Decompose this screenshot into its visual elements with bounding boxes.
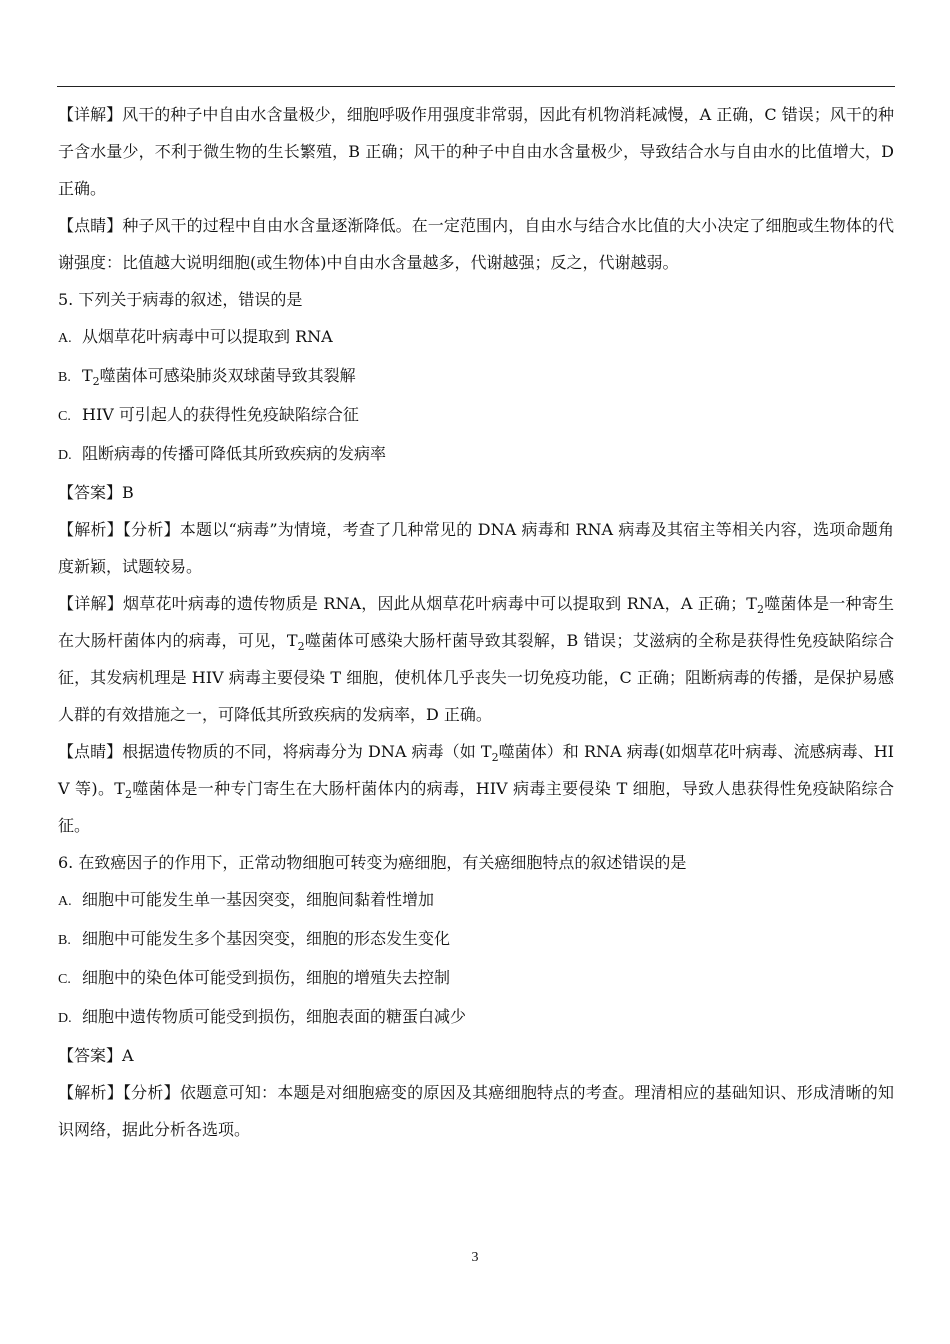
subscript: 2 bbox=[124, 788, 132, 801]
option-text: HIV 可引起人的获得性免疫缺陷综合征 bbox=[82, 405, 359, 424]
q6-option-c bbox=[58, 959, 894, 998]
option-text: 从烟草花叶病毒中可以提取到 RNA bbox=[82, 327, 333, 346]
text-segment: 噬菌体是一种专门寄生在大肠杆菌体内的病毒，HIV 病毒主要侵染 T 细胞，导致人患获得性免疫缺陷综合征。 bbox=[58, 779, 894, 835]
q5-option-a bbox=[58, 318, 894, 357]
q5-stem: 5. 下列关于病毒的叙述，错误的是 bbox=[58, 290, 303, 309]
option-label: B. bbox=[58, 933, 71, 948]
option-label: D. bbox=[58, 1011, 72, 1026]
option-label: D. bbox=[58, 448, 72, 463]
option-label: B. bbox=[58, 370, 71, 385]
option-text: 阻断病毒的传播可降低其所致疾病的发病率 bbox=[82, 444, 387, 463]
option-label: A. bbox=[58, 894, 72, 909]
text-segment: 【详解】烟草花叶病毒的遗传物质是 RNA，因此从烟草花叶病毒中可以提取到 RNA，A 正确；T bbox=[58, 594, 757, 613]
q6-option-a bbox=[58, 881, 894, 920]
q5-option-b bbox=[58, 357, 894, 396]
subscript: 2 bbox=[756, 603, 764, 616]
option-label: C. bbox=[58, 409, 71, 424]
text-segment: 噬菌体）和 RNA 病毒(如烟草花叶病毒、流感病毒、HIV 等)。T bbox=[58, 742, 894, 798]
q6-option-b bbox=[58, 920, 894, 959]
page-number: 3 bbox=[471, 1250, 479, 1265]
q6-analysis: 【解析】【分析】依题意可知：本题是对细胞癌变的原因及其癌细胞特点的考查。理清相应的基础知识、形成清晰的知识网络，据此分析各选项。 bbox=[58, 1083, 894, 1139]
q5-tip bbox=[58, 733, 894, 844]
q4-tip: 【点睛】种子风干的过程中自由水含量逐渐降低。在一定范围内，自由水与结合水比值的大小决定了细胞或生物体的代谢强度：比值越大说明细胞(或生物体)中自由水含量越多，代谢越强；反之，代谢越弱。 bbox=[58, 216, 894, 272]
text-segment: 噬菌体是一种寄生在大肠杆菌体内的病毒，可见，T bbox=[58, 594, 894, 650]
q5-option-d bbox=[58, 435, 894, 474]
subscript: 2 bbox=[92, 375, 100, 388]
text-segment: 噬菌体可感染大肠杆菌导致其裂解，B 错误；艾滋病的全称是获得性免疫缺陷综合征，其发病机理是 HIV 病毒主要侵染 T 细胞，使机体几乎丧失一切免疫功能，C 正确；阻断病毒的传播，是保护易感人群的有效措施之一，可降低其所致疾病的发病率，D 正确。 bbox=[58, 631, 894, 724]
q4-detail: 【详解】风干的种子中自由水含量极少，细胞呼吸作用强度非常弱，因此有机物消耗减慢，A 正确，C 错误；风干的种子含水量少，不利于微生物的生长繁殖，B 正确；风干的种子中自由水含量极少，导致结合水与自由水的比值增大，D 正确。 bbox=[58, 105, 894, 198]
text-segment: 【点睛】根据遗传物质的不同，将病毒分为 DNA 病毒（如 T bbox=[58, 742, 492, 761]
subscript: 2 bbox=[297, 640, 305, 653]
page-content bbox=[58, 96, 894, 1148]
q5-analysis: 【解析】【分析】本题以“病毒”为情境，考查了几种常见的 DNA 病毒和 RNA 病毒及其宿主等相关内容，选项命题角度新颖，试题较易。 bbox=[58, 520, 894, 576]
option-text: 细胞中遗传物质可能受到损伤，细胞表面的糖蛋白减少 bbox=[82, 1007, 467, 1026]
q5-answer: 【答案】B bbox=[58, 483, 134, 502]
q5-option-c bbox=[58, 396, 894, 435]
q6-option-d bbox=[58, 998, 894, 1037]
q5-detail bbox=[58, 585, 894, 733]
option-text: 细胞中可能发生单一基因突变，细胞间黏着性增加 bbox=[82, 890, 435, 909]
subscript: 2 bbox=[491, 751, 499, 764]
q6-stem: 6. 在致癌因子的作用下，正常动物细胞可转变为癌细胞，有关癌细胞特点的叙述错误的是 bbox=[58, 853, 687, 872]
option-label: A. bbox=[58, 331, 72, 346]
option-text: 细胞中可能发生多个基因突变，细胞的形态发生变化 bbox=[82, 929, 451, 948]
q6-answer: 【答案】A bbox=[58, 1046, 134, 1065]
option-text-pre: T bbox=[82, 366, 93, 385]
option-label: C. bbox=[58, 972, 71, 987]
header-rule bbox=[57, 86, 895, 87]
option-text: 细胞中的染色体可能受到损伤，细胞的增殖失去控制 bbox=[82, 968, 451, 987]
option-text: 噬菌体可感染肺炎双球菌导致其裂解 bbox=[99, 366, 356, 385]
